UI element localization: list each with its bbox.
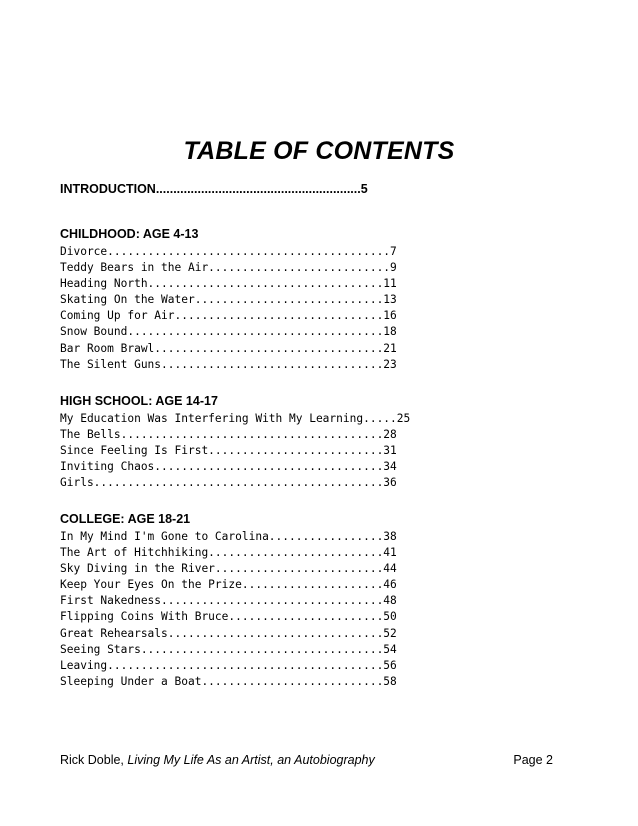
toc-entry: Sky Diving in the River.........................44 — [60, 562, 397, 576]
toc-entry: Great Rehearsals................................52 — [60, 626, 397, 640]
toc-section-college — [60, 511, 397, 690]
toc-entry: The Art of Hitchhiking..........................41 — [60, 546, 397, 560]
toc-entry: Snow Bound......................................18 — [60, 325, 397, 339]
toc-entry: My Education Was Interfering With My Learning.....25 — [60, 412, 411, 425]
footer-author: Rick Doble, — [60, 753, 128, 767]
toc-entry: First Nakedness.................................48 — [60, 594, 397, 608]
page-title: TABLE OF CONTENTS — [183, 137, 455, 165]
toc-entry: Skating On the Water............................13 — [60, 293, 397, 307]
section-heading: HIGH SCHOOL: AGE 14-17 — [60, 394, 218, 408]
toc-entry: Keep Your Eyes On the Prize.....................46 — [60, 578, 397, 592]
toc-entry: Since Feeling Is First..........................31 — [60, 444, 397, 458]
toc-section-high-school — [60, 393, 410, 491]
footer-citation — [60, 752, 375, 768]
toc-introduction-page: 5 — [360, 182, 368, 196]
toc-entry: Girls...........................................36 — [60, 476, 397, 490]
toc-introduction-label: INTRODUCTION — [60, 182, 156, 196]
toc-entry: Seeing Stars....................................54 — [60, 642, 397, 656]
footer-book-title: Living My Life As an Artist, an Autobiography — [127, 753, 375, 767]
toc-entry: The Silent Guns.................................23 — [60, 357, 397, 371]
section-heading: CHILDHOOD: AGE 4-13 — [60, 227, 199, 241]
toc-entry: Inviting Chaos..................................34 — [60, 460, 397, 474]
toc-entry: Coming Up for Air...............................16 — [60, 309, 397, 323]
toc-introduction — [60, 181, 368, 197]
toc-entry: Bar Room Brawl..................................21 — [60, 341, 397, 355]
toc-section-childhood — [60, 226, 397, 373]
toc-entry: In My Mind I'm Gone to Carolina.................38 — [60, 530, 397, 543]
toc-introduction-dots: ........................................................... — [155, 182, 361, 196]
toc-entry: Divorce..........................................7 — [60, 245, 397, 258]
toc-entry: Sleeping Under a Boat...........................58 — [60, 674, 397, 688]
toc-entry: Leaving.........................................56 — [60, 658, 397, 672]
section-heading: COLLEGE: AGE 18-21 — [60, 512, 191, 526]
toc-entry: Flipping Coins With Bruce.......................50 — [60, 610, 397, 624]
footer-page-number: Page 2 — [513, 753, 553, 767]
toc-entry: Teddy Bears in the Air...........................9 — [60, 261, 397, 275]
toc-entry: Heading North...................................11 — [60, 277, 397, 291]
toc-entry: The Bells.......................................28 — [60, 428, 397, 442]
